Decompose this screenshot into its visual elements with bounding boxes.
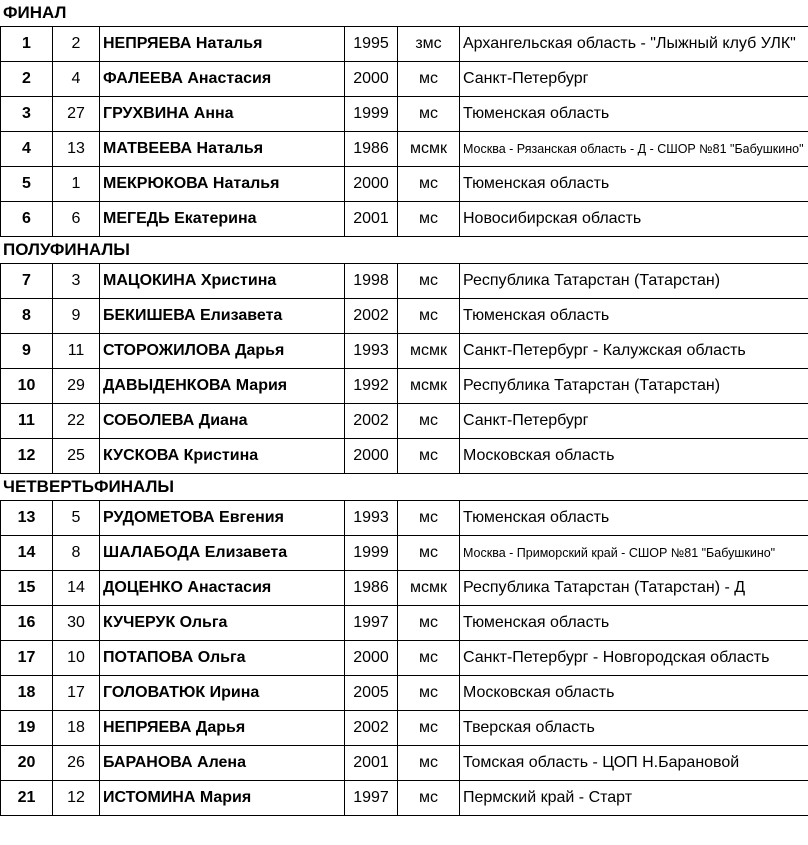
place-cell: 17 — [1, 641, 53, 676]
bib-number-cell: 26 — [53, 746, 100, 781]
region-cell: Республика Татарстан (Татарстан) — [460, 369, 808, 404]
birth-year-cell: 2001 — [345, 746, 398, 781]
athlete-name-cell: ИСТОМИНА Мария — [100, 781, 345, 816]
birth-year-cell: 2000 — [345, 167, 398, 202]
rank-cell: мс — [398, 62, 460, 97]
region-cell: Республика Татарстан (Татарстан) — [460, 264, 808, 299]
birth-year-cell: 2002 — [345, 299, 398, 334]
bib-number-cell: 9 — [53, 299, 100, 334]
bib-number-cell: 10 — [53, 641, 100, 676]
birth-year-cell: 1993 — [345, 334, 398, 369]
bib-number-cell: 17 — [53, 676, 100, 711]
birth-year-cell: 1992 — [345, 369, 398, 404]
rank-cell: змс — [398, 27, 460, 62]
birth-year-cell: 2001 — [345, 202, 398, 237]
bib-number-cell: 5 — [53, 501, 100, 536]
birth-year-cell: 1998 — [345, 264, 398, 299]
place-cell: 12 — [1, 439, 53, 474]
results-table — [0, 500, 808, 816]
bib-number-cell: 30 — [53, 606, 100, 641]
place-cell: 2 — [1, 62, 53, 97]
place-cell: 18 — [1, 676, 53, 711]
place-cell: 9 — [1, 334, 53, 369]
birth-year-cell: 1997 — [345, 606, 398, 641]
athlete-name-cell: ДАВЫДЕНКОВА Мария — [100, 369, 345, 404]
rank-cell: мсмк — [398, 369, 460, 404]
table-row — [1, 711, 808, 746]
place-cell: 16 — [1, 606, 53, 641]
athlete-name-cell: ГОЛОВАТЮК Ирина — [100, 676, 345, 711]
birth-year-cell: 1986 — [345, 132, 398, 167]
table-row — [1, 571, 808, 606]
section-title: ФИНАЛ — [3, 3, 67, 22]
athlete-name-cell: СТОРОЖИЛОВА Дарья — [100, 334, 345, 369]
table-row — [1, 676, 808, 711]
region-cell: Московская область — [460, 676, 808, 711]
rank-cell: мс — [398, 746, 460, 781]
rank-cell: мс — [398, 676, 460, 711]
place-cell: 21 — [1, 781, 53, 816]
region-cell: Тверская область — [460, 711, 808, 746]
region-cell: Тюменская область — [460, 606, 808, 641]
bib-number-cell: 6 — [53, 202, 100, 237]
region-cell: Санкт-Петербург - Новгородская область — [460, 641, 808, 676]
bib-number-cell: 27 — [53, 97, 100, 132]
place-cell: 20 — [1, 746, 53, 781]
region-cell: Тюменская область — [460, 299, 808, 334]
table-row — [1, 62, 808, 97]
rank-cell: мс — [398, 641, 460, 676]
bib-number-cell: 2 — [53, 27, 100, 62]
birth-year-cell: 1993 — [345, 501, 398, 536]
rank-cell: мсмк — [398, 571, 460, 606]
table-row — [1, 132, 808, 167]
rank-cell: мс — [398, 711, 460, 746]
birth-year-cell: 1995 — [345, 27, 398, 62]
section-title: ЧЕТВЕРТЬФИНАЛЫ — [3, 477, 175, 496]
birth-year-cell: 1986 — [345, 571, 398, 606]
bib-number-cell: 14 — [53, 571, 100, 606]
rank-cell: мс — [398, 264, 460, 299]
place-cell: 8 — [1, 299, 53, 334]
bib-number-cell: 11 — [53, 334, 100, 369]
region-cell: Тюменская область — [460, 97, 808, 132]
rank-cell: мс — [398, 439, 460, 474]
place-cell: 1 — [1, 27, 53, 62]
place-cell: 4 — [1, 132, 53, 167]
region-cell: Республика Татарстан (Татарстан) - Д — [460, 571, 808, 606]
place-cell: 19 — [1, 711, 53, 746]
athlete-name-cell: ПОТАПОВА Ольга — [100, 641, 345, 676]
place-cell: 14 — [1, 536, 53, 571]
bib-number-cell: 22 — [53, 404, 100, 439]
rank-cell: мс — [398, 606, 460, 641]
athlete-name-cell: КУСКОВА Кристина — [100, 439, 345, 474]
table-row — [1, 746, 808, 781]
table-row — [1, 97, 808, 132]
bib-number-cell: 12 — [53, 781, 100, 816]
bib-number-cell: 1 — [53, 167, 100, 202]
region-cell: Тюменская область — [460, 167, 808, 202]
rank-cell: мс — [398, 299, 460, 334]
region-cell: Пермский край - Старт — [460, 781, 808, 816]
region-cell: Новосибирская область — [460, 202, 808, 237]
table-row — [1, 264, 808, 299]
place-cell: 6 — [1, 202, 53, 237]
birth-year-cell: 2002 — [345, 711, 398, 746]
athlete-name-cell: РУДОМЕТОВА Евгения — [100, 501, 345, 536]
region-cell: Московская область — [460, 439, 808, 474]
birth-year-cell: 2005 — [345, 676, 398, 711]
place-cell: 3 — [1, 97, 53, 132]
bib-number-cell: 29 — [53, 369, 100, 404]
rank-cell: мс — [398, 167, 460, 202]
birth-year-cell: 2000 — [345, 62, 398, 97]
place-cell: 13 — [1, 501, 53, 536]
athlete-name-cell: СОБОЛЕВА Диана — [100, 404, 345, 439]
athlete-name-cell: ДОЦЕНКО Анастасия — [100, 571, 345, 606]
bib-number-cell: 4 — [53, 62, 100, 97]
athlete-name-cell: МАТВЕЕВА Наталья — [100, 132, 345, 167]
region-cell: Архангельская область - "Лыжный клуб УЛК" — [460, 27, 808, 62]
rank-cell: мсмк — [398, 334, 460, 369]
bib-number-cell: 13 — [53, 132, 100, 167]
table-row — [1, 606, 808, 641]
birth-year-cell: 2000 — [345, 439, 398, 474]
table-row — [1, 439, 808, 474]
table-row — [1, 404, 808, 439]
athlete-name-cell: МАЦОКИНА Христина — [100, 264, 345, 299]
place-cell: 11 — [1, 404, 53, 439]
place-cell: 10 — [1, 369, 53, 404]
table-row — [1, 167, 808, 202]
rank-cell: мс — [398, 202, 460, 237]
athlete-name-cell: ШАЛАБОДА Елизавета — [100, 536, 345, 571]
region-cell: Москва - Рязанская область - Д - СШОР №81 "Бабушкино" — [460, 132, 808, 167]
athlete-name-cell: МЕКРЮКОВА Наталья — [100, 167, 345, 202]
bib-number-cell: 3 — [53, 264, 100, 299]
region-cell: Санкт-Петербург - Калужская область — [460, 334, 808, 369]
bib-number-cell: 18 — [53, 711, 100, 746]
rank-cell: мс — [398, 536, 460, 571]
athlete-name-cell: ФАЛЕЕВА Анастасия — [100, 62, 345, 97]
athlete-name-cell: МЕГЕДЬ Екатерина — [100, 202, 345, 237]
region-cell: Тюменская область — [460, 501, 808, 536]
table-row — [1, 369, 808, 404]
table-row — [1, 641, 808, 676]
birth-year-cell: 1999 — [345, 536, 398, 571]
table-row — [1, 27, 808, 62]
table-row — [1, 334, 808, 369]
region-cell: Санкт-Петербург — [460, 62, 808, 97]
place-cell: 5 — [1, 167, 53, 202]
region-cell: Москва - Приморский край - СШОР №81 "Бабушкино" — [460, 536, 808, 571]
place-cell: 15 — [1, 571, 53, 606]
athlete-name-cell: НЕПРЯЕВА Наталья — [100, 27, 345, 62]
results-table — [0, 263, 808, 474]
region-cell: Томская область - ЦОП Н.Барановой — [460, 746, 808, 781]
rank-cell: мс — [398, 97, 460, 132]
table-row — [1, 781, 808, 816]
rank-cell: мс — [398, 781, 460, 816]
results-table — [0, 26, 808, 237]
bib-number-cell: 8 — [53, 536, 100, 571]
birth-year-cell: 1999 — [345, 97, 398, 132]
rank-cell: мс — [398, 404, 460, 439]
athlete-name-cell: БАРАНОВА Алена — [100, 746, 345, 781]
region-cell: Санкт-Петербург — [460, 404, 808, 439]
table-row — [1, 299, 808, 334]
athlete-name-cell: НЕПРЯЕВА Дарья — [100, 711, 345, 746]
section-title: ПОЛУФИНАЛЫ — [3, 240, 130, 259]
athlete-name-cell: КУЧЕРУК Ольга — [100, 606, 345, 641]
birth-year-cell: 1997 — [345, 781, 398, 816]
table-row — [1, 501, 808, 536]
bib-number-cell: 25 — [53, 439, 100, 474]
athlete-name-cell: ГРУХВИНА Анна — [100, 97, 345, 132]
table-row — [1, 536, 808, 571]
place-cell: 7 — [1, 264, 53, 299]
athlete-name-cell: БЕКИШЕВА Елизавета — [100, 299, 345, 334]
rank-cell: мс — [398, 501, 460, 536]
rank-cell: мсмк — [398, 132, 460, 167]
table-row — [1, 202, 808, 237]
birth-year-cell: 2000 — [345, 641, 398, 676]
birth-year-cell: 2002 — [345, 404, 398, 439]
